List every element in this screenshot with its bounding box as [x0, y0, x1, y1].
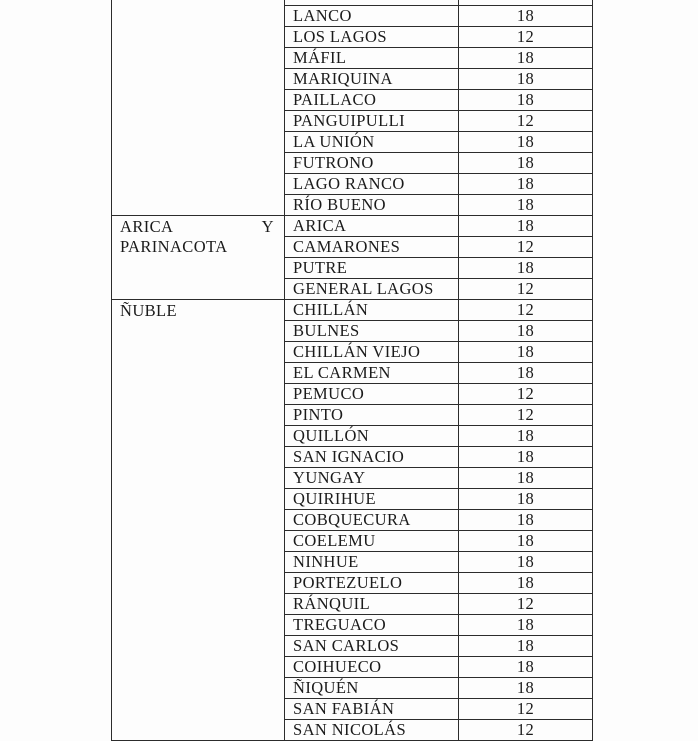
commune-cell: LANCO [285, 5, 459, 26]
value-cell: 12 [459, 698, 593, 719]
value-cell: 18 [459, 425, 593, 446]
commune-cell: QUILLÓN [285, 425, 459, 446]
value-cell: 12 [459, 719, 593, 740]
commune-cell: LA UNIÓN [285, 131, 459, 152]
value-cell: 18 [459, 446, 593, 467]
value-cell: 12 [459, 383, 593, 404]
value-cell: 18 [459, 509, 593, 530]
value-cell: 18 [459, 467, 593, 488]
commune-cell: LAGO RANCO [285, 173, 459, 194]
value-cell: 18 [459, 551, 593, 572]
commune-cell: MARIQUINA [285, 68, 459, 89]
value-cell: 18 [459, 572, 593, 593]
commune-cell: FUTRONO [285, 152, 459, 173]
value-cell: 12 [459, 236, 593, 257]
commune-cell: ÑIQUÉN [285, 677, 459, 698]
value-cell: 18 [459, 68, 593, 89]
commune-cell: CAMARONES [285, 236, 459, 257]
commune-cell: LOS LAGOS [285, 26, 459, 47]
value-cell: 18 [459, 362, 593, 383]
commune-cell: YUNGAY [285, 467, 459, 488]
region-cell: ÑUBLE [112, 299, 285, 740]
commune-cell: SAN FABIÁN [285, 698, 459, 719]
value-cell: 18 [459, 173, 593, 194]
commune-cell: PORTEZUELO [285, 572, 459, 593]
commune-cell: NINHUE [285, 551, 459, 572]
value-cell: 18 [459, 677, 593, 698]
value-cell: 18 [459, 152, 593, 173]
commune-cell: COELEMU [285, 530, 459, 551]
value-cell: 12 [459, 593, 593, 614]
commune-cell: EL CARMEN [285, 362, 459, 383]
table-row [112, 215, 593, 236]
commune-cell: PANGUIPULLI [285, 110, 459, 131]
value-cell: 18 [459, 614, 593, 635]
value-cell: 18 [459, 635, 593, 656]
value-cell: 18 [459, 194, 593, 215]
value-cell: 18 [459, 131, 593, 152]
commune-cell: QUIRIHUE [285, 488, 459, 509]
commune-cell: PAILLACO [285, 89, 459, 110]
value-cell: 18 [459, 5, 593, 26]
value-cell: 18 [459, 257, 593, 278]
commune-cell: ARICA [285, 215, 459, 236]
commune-cell: COIHUECO [285, 656, 459, 677]
value-cell: 18 [459, 47, 593, 68]
region-cell-continued [112, 0, 285, 215]
commune-cell: GENERAL LAGOS [285, 278, 459, 299]
value-cell: 18 [459, 530, 593, 551]
value-cell: 18 [459, 215, 593, 236]
table-row [112, 299, 593, 320]
commune-cell: RÁNQUIL [285, 593, 459, 614]
value-cell: 12 [459, 278, 593, 299]
commune-cell: SAN CARLOS [285, 635, 459, 656]
commune-cell: CHILLÁN VIEJO [285, 341, 459, 362]
value-cell: 12 [459, 110, 593, 131]
value-cell: 12 [459, 299, 593, 320]
commune-cell: PEMUCO [285, 383, 459, 404]
value-cell: 12 [459, 26, 593, 47]
value-cell: 12 [459, 404, 593, 425]
commune-cell: RÍO BUENO [285, 194, 459, 215]
commune-cell: BULNES [285, 320, 459, 341]
commune-cell: PUTRE [285, 257, 459, 278]
commune-cell: SAN NICOLÁS [285, 719, 459, 740]
value-cell: 18 [459, 488, 593, 509]
region-cell: ARICA Y PARINACOTA [112, 215, 285, 299]
value-cell: 18 [459, 89, 593, 110]
commune-cell: CHILLÁN [285, 299, 459, 320]
commune-cell: TREGUACO [285, 614, 459, 635]
value-cell: 18 [459, 320, 593, 341]
value-cell: 18 [459, 341, 593, 362]
region-commune-table [111, 0, 593, 741]
commune-cell: MÁFIL [285, 47, 459, 68]
value-cell: 18 [459, 656, 593, 677]
commune-cell: SAN IGNACIO [285, 446, 459, 467]
commune-cell: PINTO [285, 404, 459, 425]
commune-cell: COBQUECURA [285, 509, 459, 530]
